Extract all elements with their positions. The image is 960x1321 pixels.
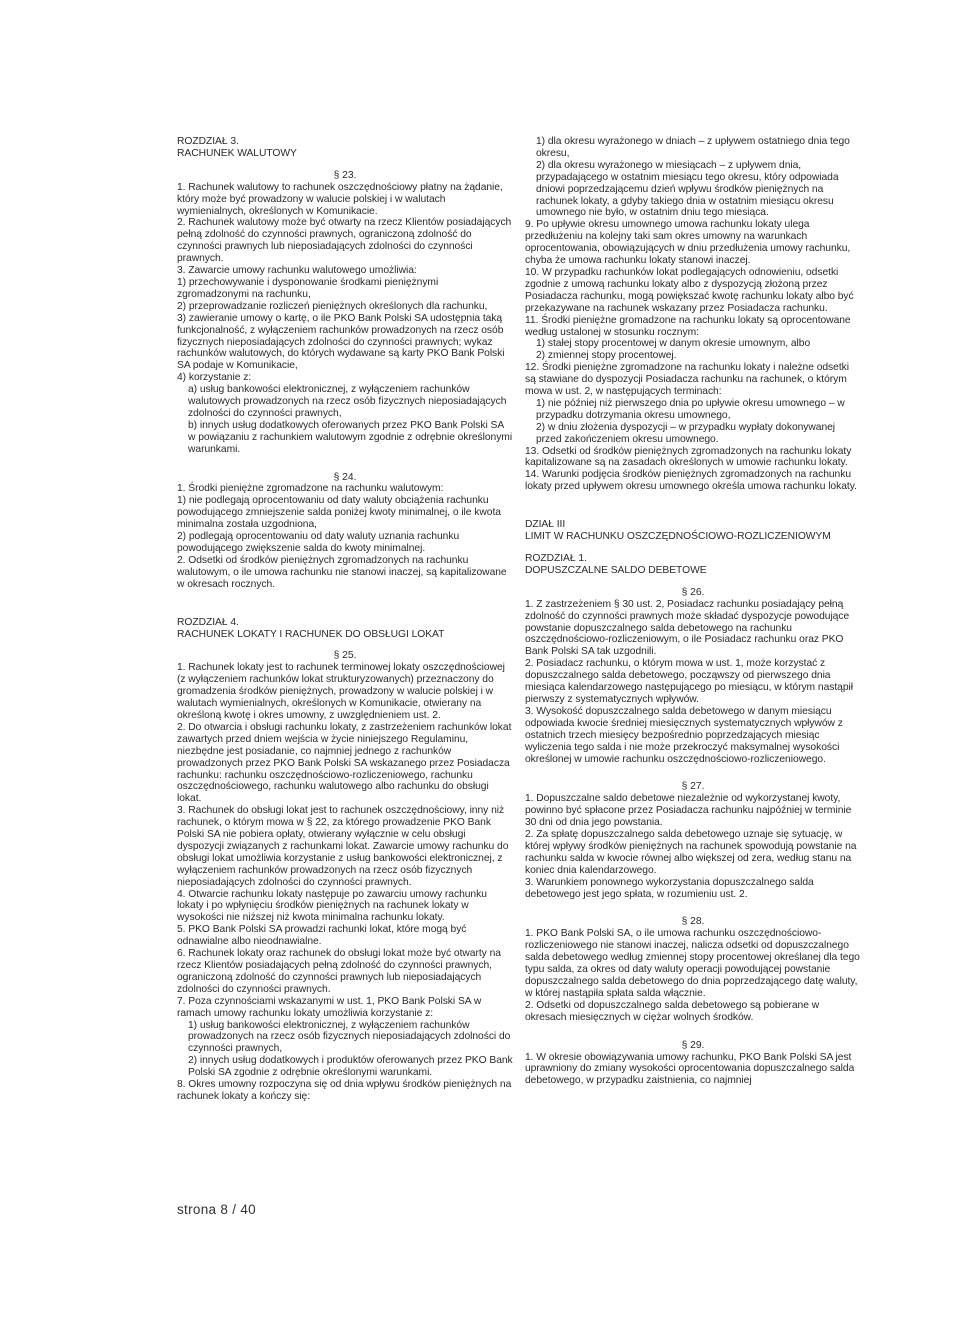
s25-paragraph-12: 12. Środki pieniężne zgromadzone na rachunku lokaty i należne odsetki są stawiane do dyspozycji Posiadacza rachunku na rachunek, o którym mowa w ust. 2, w następujących terminach:	[525, 362, 849, 398]
s23-p3-item-4b: b) innych usług dodatkowych oferowanych przez PKO Bank Polski SA w powiązaniu z rachunkiem walutowym zgodnie z odrębnie określonymi warunkami.	[188, 419, 513, 455]
division-3-title: DZIAŁ III	[525, 519, 566, 531]
s25-paragraph-4: 4. Otwarcie rachunku lokaty następuje po zawarciu umowy rachunku lokaty i po wpłynięciu środków pieniężnych na rachunek lokaty w wysokości nie niższej niż kwota minimalna rachunku lokaty.	[177, 888, 487, 924]
s23-p3-item-2: 2) przeprowadzanie rozliczeń pieniężnych określonych dla rachunku,	[177, 300, 488, 312]
s25-paragraph-6: 6. Rachunek lokaty oraz rachunek do obsługi lokat może być otwarty na rzecz Klientów posiadających pełną zdolność do czynności prawnych, ograniczoną zdolność do czynności prawnych lub nieposiadających zdolności do czynności prawnych.	[177, 948, 501, 995]
s23-p3-item-1: 1) przechowywanie i dysponowanie środkami pieniężnymi zgromadzonymi na rachunku,	[177, 276, 439, 300]
s25-paragraph-10: 10. W przypadku rachunków lokat podlegających odnowieniu, odsetki zgodnie z umową rachunku lokaty albo z dyspozycją złożoną przez Posiadacza rachunku, mogą powiększać kwotę rachunku lokaty albo być przekazywane na rachunek wskazany przez Posiadacza rachunku.	[525, 266, 854, 314]
chapter-1-title: ROZDZIAŁ 1.	[525, 553, 587, 564]
chapter-4-subtitle: RACHUNEK LOKATY I RACHUNEK DO OBSŁUGI LOKAT	[177, 628, 445, 640]
s25-paragraph-5: 5. PKO Bank Polski SA prowadzi rachunki lokat, które mogą być odnawialne albo nieodnawialne.	[177, 924, 467, 948]
section-29-heading: § 29.	[681, 1039, 705, 1051]
s26-paragraph-1: 1. Z zastrzeżeniem § 30 ust. 2, Posiadacz rachunku posiadający pełną zdolność do czynności prawnych może składać dyspozycje powodujące powstanie dopuszczalnego salda debetowego na rachunku oszczędnościowo-rozliczeniowym, o ile Posiadacz rachunku oraz PKO Bank Polski SA tak uzgodnili.	[525, 598, 850, 658]
s25-p12-item-2: 2) w dniu złożenia dyspozycji – w przypadku wypłaty dokonywanej przed zakończeniem okresu umownego.	[536, 421, 836, 445]
chapter-3-subtitle: RACHUNEK WALUTOWY	[177, 147, 297, 159]
s23-p3-item-4: 4) korzystanie z:	[177, 372, 252, 384]
s25-p7-item-1: 1) usług bankowości elektronicznej, z wyłączeniem rachunków prowadzonych na rzecz osób fizycznych nieposiadających zdolności do czynności prawnych,	[188, 1019, 511, 1055]
s23-p3-item-4a: a) usług bankowości elektronicznej, z wyłączeniem rachunków walutowych prowadzonych na rzecz osób fizycznych nieposiadających zdolności do czynności prawnych,	[188, 384, 507, 419]
s27-paragraph-3: 3. Warunkiem ponownego wykorzystania dopuszczalnego salda debetowego jest jego spłata, w rozumieniu ust. 2.	[525, 876, 814, 900]
s25-p12-item-1: 1) nie później niż pierwszego dnia po upływie okresu umownego – w przypadku dotrzymania okresu umownego,	[536, 397, 845, 421]
s27-paragraph-2: 2. Za spłatę dopuszczalnego salda debetowego uznaje się sytuację, w której wpływy środków pieniężnych na rachunek spowodują powstanie na rachunku salda w kwocie równej albo większej od zera, według stanu na koniec dnia kalendarzowego.	[525, 829, 857, 876]
s25-paragraph-8: 8. Okres umowny rozpoczyna się od dnia wpływu środków pieniężnych na rachunek lokaty a kończy się:	[177, 1079, 512, 1102]
section-25-heading: § 25.	[333, 650, 357, 662]
s25-p11-item-1: 1) stałej stopy procentowej w danym okresie umownym, albo	[536, 338, 811, 350]
chapter-3-title: ROZDZIAŁ 3.	[177, 136, 239, 147]
section-27-heading: § 27.	[681, 781, 705, 793]
chapter-4-title: ROZDZIAŁ 4.	[177, 616, 239, 628]
right-column	[525, 136, 861, 1087]
s24-p1-item-2: 2) podlegają oprocentowaniu od daty waluty uznania rachunku powodującego zwiększenie salda do kwoty minimalnej.	[177, 531, 460, 554]
s25-paragraph-3: 3. Rachunek do obsługi lokat jest to rachunek oszczędnościowy, inny niż rachunek, o którym mowa w § 22, za którego prowadzenie PKO Bank Polski SA nie pobiera opłaty, otwierany wyłącznie w celu obsługi dyspozycji związanych z rachunkami lokat. Zawarcie umowy rachunku do obsługi lokat umożliwia korzystanie z usług bankowości elektronicznej, z wyłączeniem rachunków prowadzonych na rzecz osób fizycznych nieposiadających zdolności do czynności prawnych.	[177, 805, 509, 888]
s24-p1-item-1: 1) nie podlegają oprocentowaniu od daty waluty obciążenia rachunku powodującego zmniejszenie salda poniżej kwoty minimalnej, o ile kwota minimalna została uzgodniona,	[177, 495, 501, 531]
s23-paragraph-1: 1. Rachunek walutowy to rachunek oszczędnościowy płatny na żądanie, który może być prowadzony w walucie polskiej i w walutach wymienialnych, określonych w Komunikacie.	[177, 181, 503, 217]
section-26-heading: § 26.	[681, 586, 705, 598]
section-28-heading: § 28.	[681, 916, 705, 928]
s28-paragraph-2: 2. Odsetki od dopuszczalnego salda debetowego są pobierane w okresach miesięcznych w ciężar wolnych środków.	[525, 999, 820, 1023]
s27-paragraph-1: 1. Dopuszczalne saldo debetowe niezależnie od wykorzystanej kwoty, powinno być spłacone przez Posiadacza rachunku najpóźniej w terminie 30 dni od dnia jego powstania.	[525, 793, 852, 829]
s25-p8-item-1: 1) dla okresu wyrażonego w dniach – z upływem ostatniego dnia tego okresu,	[536, 136, 850, 159]
s25-p11-item-2: 2) zmiennej stopy procentowej.	[536, 350, 677, 362]
s25-paragraph-9: 9. Po upływie okresu umownego umowa rachunku lokaty ulega przedłużeniu na kolejny taki sam okres umowny na warunkach oprocentowania, obowiązujących w dniu przedłużenia umowy rachunku, chyba że umowa rachunku lokaty stanowi inaczej.	[525, 219, 851, 267]
s28-paragraph-1: 1. PKO Bank Polski SA, o ile umowa rachunku oszczędnościowo-rozliczeniowego nie stanowi inaczej, nalicza odsetki od dopuszczalnego salda debetowego według zmiennej stopy procentowej określanej dla tego typu salda, za okres od daty waluty operacji powodującej powstanie dopuszczalnego salda debetowego do dnia poprzedzającego datę waluty, w której nastąpiła spłata salda włącznie.	[525, 928, 860, 999]
section-24-heading: § 24.	[333, 471, 357, 483]
s29-paragraph-1: 1. W okresie obowiązywania umowy rachunku, PKO Bank Polski SA jest uprawniony do zmiany wysokości oprocentowania dopuszczalnego salda debetowego, w przypadku zaistnienia, co najmniej	[525, 1051, 855, 1087]
chapter-1-subtitle: DOPUSZCZALNE SALDO DEBETOWE	[525, 564, 707, 576]
s26-paragraph-2: 2. Posiadacz rachunku, o którym mowa w ust. 1, może korzystać z dopuszczalnego salda debetowego, począwszy od pierwszego dnia miesiąca kalendarzowego następującego po miesiącu, w którym nastąpił pierwszy z systematycznych wpływów.	[525, 658, 853, 705]
s23-paragraph-3: 3. Zawarcie umowy rachunku walutowego umożliwia:	[177, 265, 417, 277]
s26-paragraph-3: 3. Wysokość dopuszczalnego salda debetowego w danym miesiącu odpowiada kwocie średniej miesięcznych systematycznych wpływów z ostatnich trzech miesięcy bezpośrednio poprzedzających miesiąc wyliczenia tego salda i nie może przekroczyć maksymalnej wysokości określonej w umowie rachunku oszczędnościowo-rozliczeniowego.	[525, 705, 843, 765]
s24-paragraph-2: 2. Odsetki od środków pieniężnych zgromadzonych na rachunku walutowym, o ile umowa rachunku nie stanowi inaczej, są kapitalizowane w okresach rocznych.	[177, 554, 507, 590]
s25-p8-item-2: 2) dla okresu wyrażonego w miesiącach – z upływem dnia, przypadającego w ostatnim miesiącu tego okresu, który odpowiada dniowi poprzedzającemu dzień wpływu środków pieniężnych na rachunek lokaty, a gdyby takiego dnia w ostatnim miesiącu okresu umownego nie było, w ostatnim dniu tego miesiąca.	[536, 159, 839, 219]
s23-p3-item-3: 3) zawieranie umowy o kartę, o ile PKO Bank Polski SA udostępnia taką funkcjonalność, z wyłączeniem rachunków prowadzonych na rzecz osób fizycznych nieposiadających zdolności do czynności prawnych; wykaz rachunków walutowych, do których wydawane są karty PKO Bank Polski SA podaje w Komunikacie,	[177, 312, 505, 372]
s25-paragraph-7: 7. Poza czynnościami wskazanymi w ust. 1, PKO Bank Polski SA w ramach umowy rachunku lokaty umożliwia korzystanie z:	[177, 995, 482, 1019]
s25-paragraph-13: 13. Odsetki od środków pieniężnych zgromadzonych na rachunku lokaty kapitalizowane są na zasadach określonych w umowie rachunku lokaty.	[525, 445, 852, 469]
left-column	[177, 136, 513, 1103]
s25-p7-item-2: 2) innych usług dodatkowych i produktów oferowanych przez PKO Bank Polski SA zgodnie z odrębnie określonymi warunkami.	[188, 1055, 513, 1079]
s23-paragraph-2: 2. Rachunek walutowy może być otwarty na rzecz Klientów posiadających pełną zdolność do czynności prawnych, ograniczoną zdolność do czynności prawnych lub nieposiadających zdolności do czynności prawnych.	[177, 217, 512, 265]
page-number: strona 8 / 40	[177, 1202, 256, 1217]
division-3-subtitle: LIMIT W RACHUNKU OSZCZĘDNOŚCIOWO-ROZLICZENIOWYM	[525, 531, 831, 543]
s24-paragraph-1: 1. Środki pieniężne zgromadzone na rachunku walutowym:	[177, 483, 444, 495]
s25-paragraph-2: 2. Do otwarcia i obsługi rachunku lokaty, z zastrzeżeniem rachunków lokat zawartych przed dniem wejścia w życie niniejszego Regulaminu, niezbędne jest posiadanie, co najmniej jednego z rachunków prowadzonych przez PKO Bank Polski SA wskazanego przez Posiadacza rachunku: rachunku oszczędnościowo-rozliczeniowego, rachunku oszczędnościowego, rachunku walutowego albo rachunku do obsługi lokat.	[177, 721, 512, 805]
section-23-heading: § 23.	[333, 169, 357, 181]
s25-paragraph-1: 1. Rachunek lokaty jest to rachunek terminowej lokaty oszczędnościowej (z wyłączeniem rachunków lokat strukturyzowanych) przeznaczony do gromadzenia środków pieniężnych, prowadzony w walucie polskiej i w walutach wymienialnych, określonych w Komunikacie, otwierany na określoną kwotę i okres umowny, z uwzględnieniem ust. 2.	[177, 662, 505, 721]
s25-paragraph-14: 14. Warunki podjęcia środków pieniężnych zgromadzonych na rachunku lokaty przed upływem okresu umownego określa umowa rachunku lokaty.	[525, 469, 857, 493]
s25-paragraph-11: 11. Środki pieniężne gromadzone na rachunku lokaty są oprocentowane według ustalonej w stosunku rocznym:	[525, 314, 851, 338]
